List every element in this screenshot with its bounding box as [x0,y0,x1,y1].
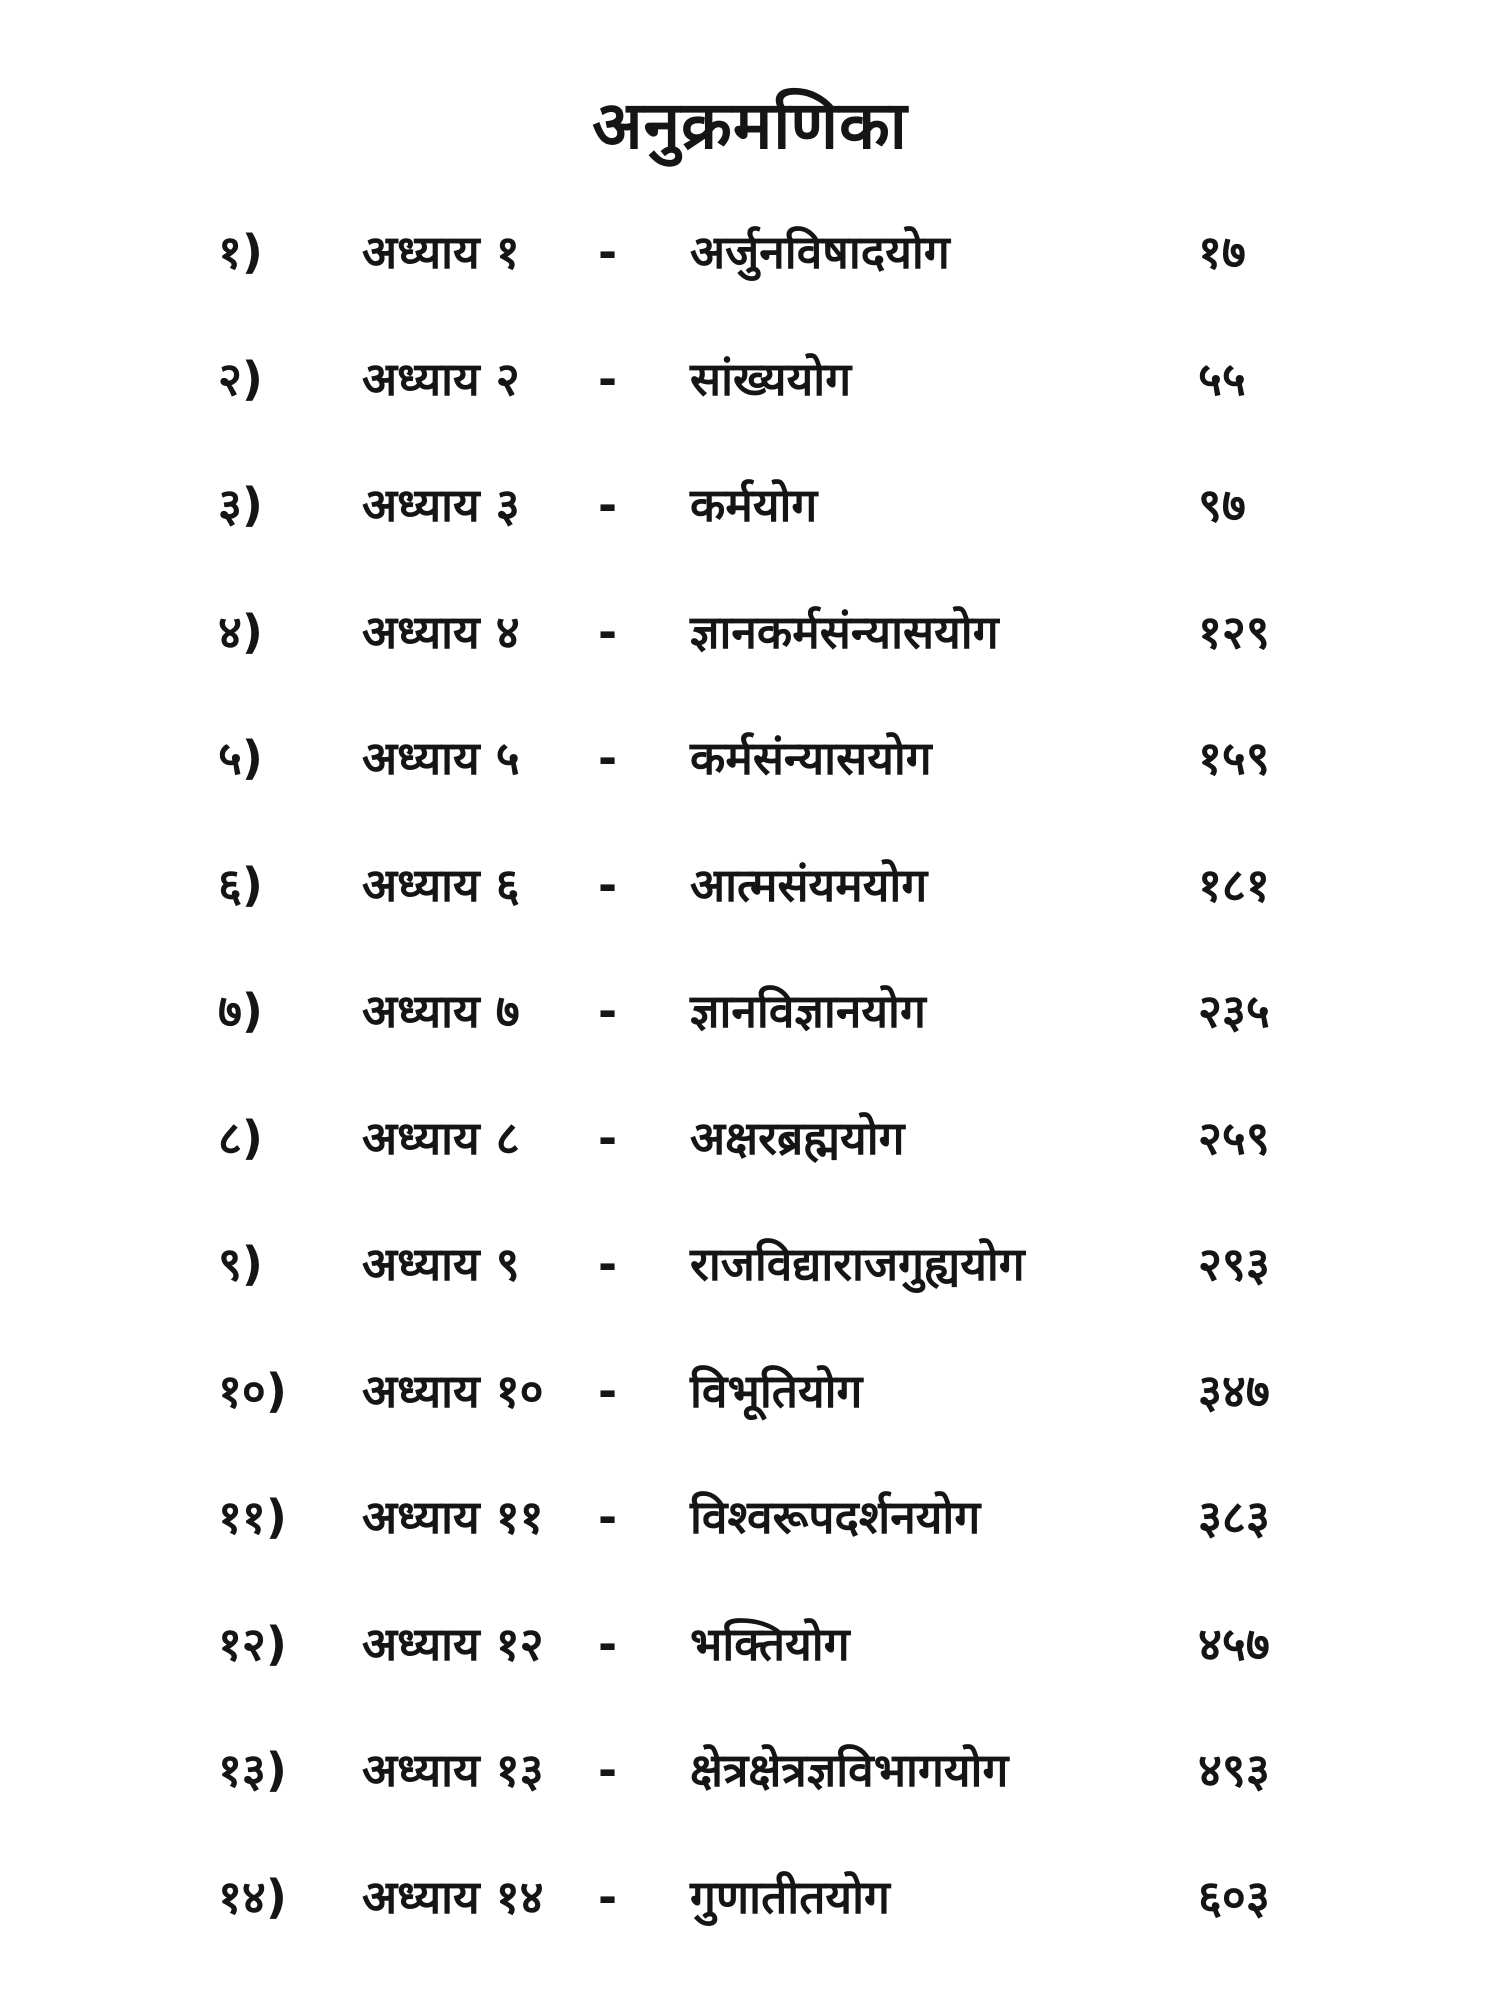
page-number: १७ [1198,225,1246,279]
chapter-label: अध्याय १२ [362,1616,544,1671]
chapter-label: अध्याय ९ [362,1237,520,1291]
entry-dash: - [598,984,618,1038]
page-number: २३५ [1198,984,1270,1038]
chapter-name: भक्तियोग [690,1616,850,1671]
page-number: ५५ [1198,351,1246,406]
entry-dash: - [598,1616,618,1671]
page-number: ३४७ [1198,1363,1270,1418]
table-of-contents [0,200,1500,1971]
toc-entry [0,580,1500,707]
entry-number: ७) [218,984,263,1038]
chapter-name: सांख्ययोग [690,351,852,406]
toc-entry [0,959,1500,1086]
entry-number: १३) [218,1743,287,1797]
page-number: १५९ [1198,731,1270,785]
entry-number: ९) [218,1237,263,1291]
toc-entry [0,1845,1500,1972]
chapter-name: आत्मसंयमयोग [690,857,928,912]
page-number: ९७ [1198,478,1246,532]
chapter-label: अध्याय ३ [362,478,520,532]
entry-number: १४) [218,1869,287,1924]
entry-number: ५) [218,731,263,785]
page-number: २५९ [1198,1110,1270,1165]
entry-dash: - [598,351,618,406]
toc-entry [0,1212,1500,1339]
chapter-label: अध्याय ११ [362,1490,544,1544]
entry-number: ४) [218,604,263,659]
page-number: १२९ [1198,604,1270,659]
chapter-label: अध्याय १३ [362,1743,544,1797]
toc-entry [0,1465,1500,1592]
chapter-label: अध्याय १४ [362,1869,544,1924]
toc-entry [0,327,1500,454]
chapter-name: क्षेत्रक्षेत्रज्ञविभागयोग [690,1743,1009,1797]
entry-dash: - [598,225,618,279]
chapter-label: अध्याय ५ [362,731,520,785]
chapter-name: कर्मसंन्यासयोग [690,731,932,785]
toc-entry [0,706,1500,833]
chapter-label: अध्याय १ [362,225,520,279]
toc-entry [0,833,1500,960]
chapter-label: अध्याय ६ [362,857,520,912]
entry-dash: - [598,731,618,785]
page-number: १८१ [1198,857,1270,912]
chapter-name: गुणातीतयोग [690,1869,890,1924]
entry-dash: - [598,1743,618,1797]
entry-dash: - [598,604,618,659]
entry-dash: - [598,478,618,532]
entry-number: १) [218,225,263,279]
chapter-label: अध्याय २ [362,351,520,406]
entry-dash: - [598,857,618,912]
page-number: ३८३ [1198,1490,1270,1544]
chapter-label: अध्याय ७ [362,984,520,1038]
entry-number: ८) [218,1110,263,1165]
entry-dash: - [598,1869,618,1924]
chapter-name: राजविद्याराजगुह्ययोग [690,1237,1025,1291]
page-number: २९३ [1198,1237,1270,1291]
page-number: ६०३ [1198,1869,1270,1924]
page-number: ४५७ [1198,1616,1270,1671]
entry-dash: - [598,1363,618,1418]
entry-number: १२) [218,1616,287,1671]
toc-entry [0,200,1500,327]
chapter-name: विश्वरूपदर्शनयोग [690,1490,981,1544]
page-title: अनुक्रमणिका [592,87,908,164]
entry-number: ३) [218,478,263,532]
entry-dash: - [598,1110,618,1165]
toc-entry [0,1718,1500,1845]
chapter-label: अध्याय ८ [362,1110,520,1165]
toc-entry [0,453,1500,580]
entry-number: २) [218,351,263,406]
entry-number: ६) [218,857,263,912]
chapter-name: ज्ञानकर्मसंन्यासयोग [690,604,999,659]
entry-number: ११) [218,1490,287,1544]
toc-entry [0,1592,1500,1719]
chapter-name: ज्ञानविज्ञानयोग [690,984,926,1038]
entry-dash: - [598,1237,618,1291]
entry-number: १०) [218,1363,287,1418]
chapter-label: अध्याय १० [362,1363,544,1418]
toc-entry [0,1086,1500,1213]
page-number: ४९३ [1198,1743,1270,1797]
chapter-label: अध्याय ४ [362,604,520,659]
chapter-name: अर्जुनविषादयोग [690,225,950,279]
chapter-name: अक्षरब्रह्मयोग [690,1110,905,1165]
chapter-name: कर्मयोग [690,478,818,532]
chapter-name: विभूतियोग [690,1363,863,1418]
entry-dash: - [598,1490,618,1544]
toc-entry [0,1339,1500,1466]
